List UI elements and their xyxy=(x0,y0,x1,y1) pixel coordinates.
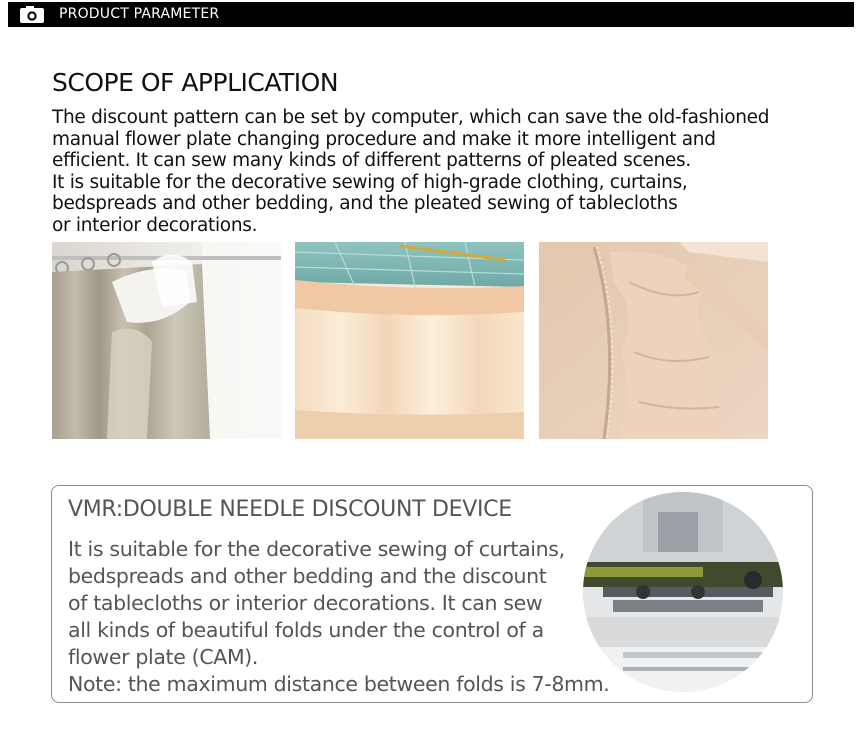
scope-paragraph-1: The discount pattern can be set by computer, which can save the old-fashioned manual flower plate changing procedure and make it more intelligent and efficient. It can sew many kinds of different patterns of pleated scenes. xyxy=(52,107,770,171)
sewing-machine-photo xyxy=(583,492,783,692)
tablecloth-photo xyxy=(295,242,524,439)
scope-title: SCOPE OF APPLICATION xyxy=(52,68,339,97)
curtain-photo xyxy=(52,242,281,439)
camera-icon xyxy=(20,6,44,23)
device-body xyxy=(68,536,628,698)
header-title: PRODUCT PARAMETER xyxy=(59,6,220,22)
header-bar xyxy=(8,2,854,27)
scope-paragraph-2: It is suitable for the decorative sewing of high-grade clothing, curtains, bedspreads and other bedding, and the pleated sewing of tablecloths or interior decorations. xyxy=(52,171,688,236)
pleated-ruffle-photo xyxy=(539,242,768,439)
device-title: VMR:DOUBLE NEEDLE DISCOUNT DEVICE xyxy=(68,497,512,522)
device-note: Note: the maximum distance between folds is 7-8mm. xyxy=(68,672,610,696)
device-paragraph: It is suitable for the decorative sewing of curtains, bedspreads and other bedding and the discount of tablecloths or interior decorations. It can sew all kinds of beautiful folds under the control of a flower plate (CAM). xyxy=(68,537,565,669)
scope-body xyxy=(52,107,842,236)
